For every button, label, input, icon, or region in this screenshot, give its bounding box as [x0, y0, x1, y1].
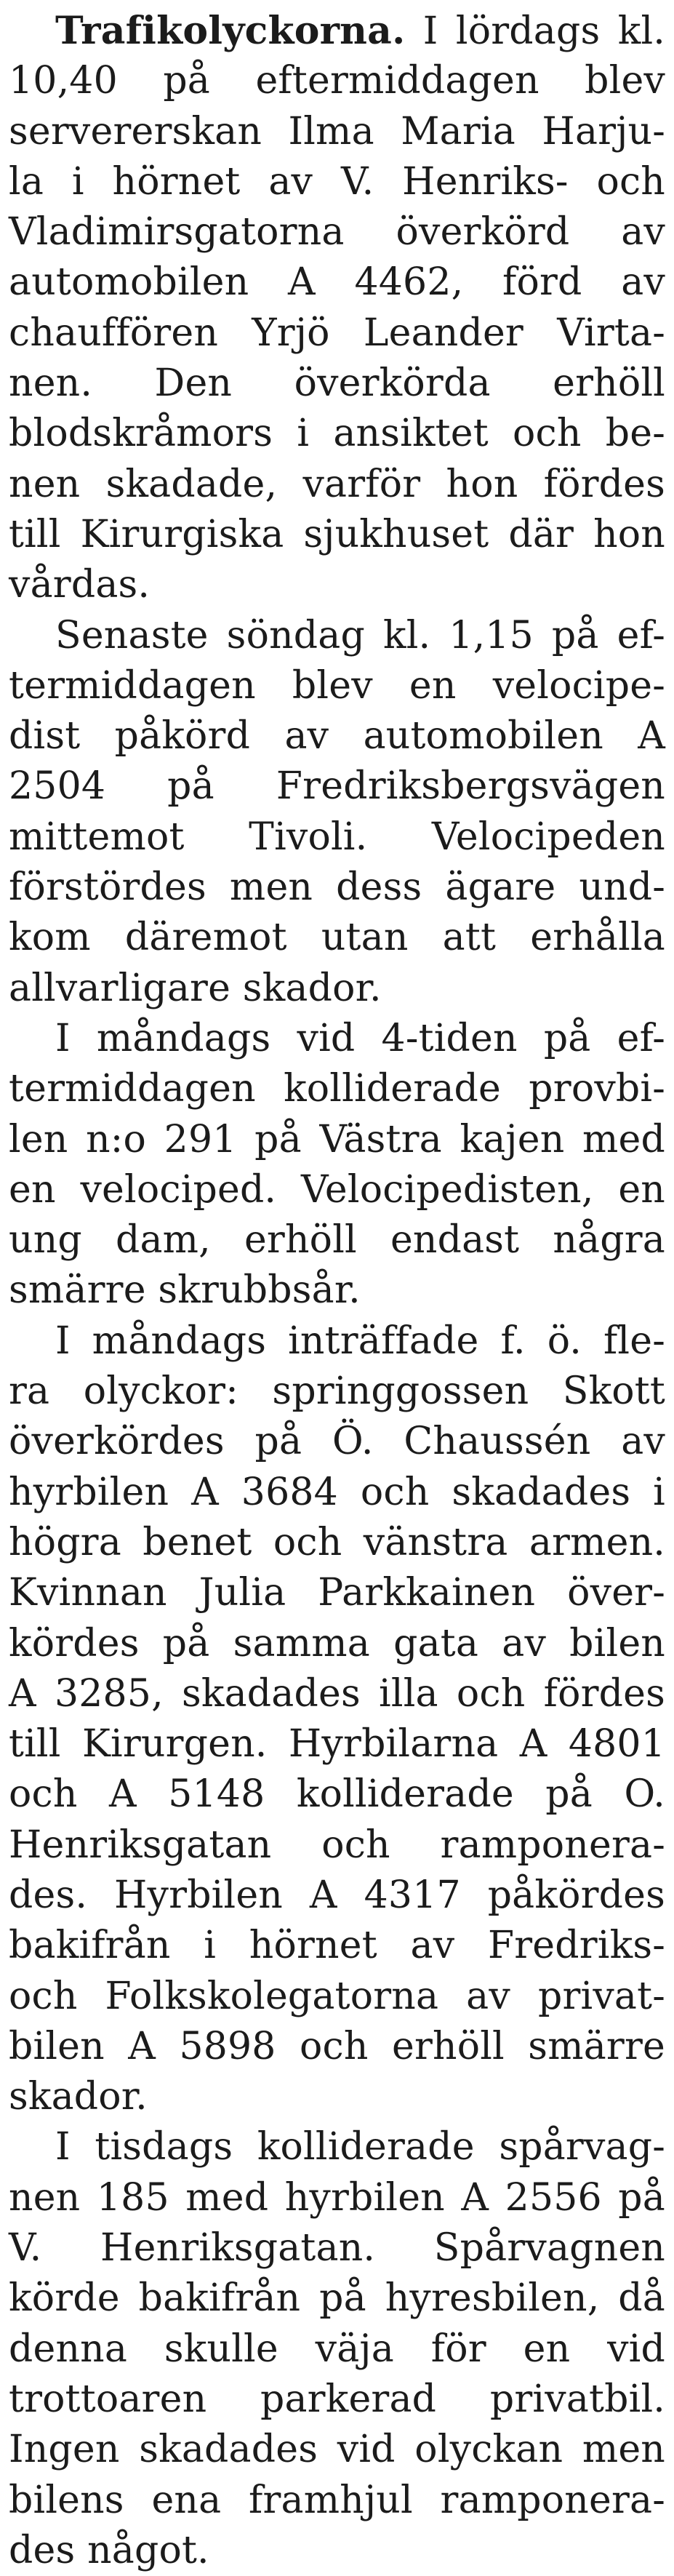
article-line: hyrbilen A 3684 och skadades i [9, 1470, 665, 1514]
article-line: automobilen A 4462, förd av [9, 260, 665, 305]
article-line: till Kirurgen. Hyrbilarna A 4801 [9, 1722, 665, 1767]
article-line: Trafikolyckorna. I lördags kl. [55, 9, 665, 53]
article-line: ung dam, erhöll endast några [9, 1218, 665, 1263]
article-line: 10,40 på eftermiddagen blev [9, 59, 665, 103]
article-headline: Trafikolyckorna. [55, 9, 406, 53]
article-line: trottoaren parkerad privatbil. [9, 2377, 665, 2421]
article-line: kördes på samma gata av bilen [9, 1621, 665, 1665]
article-line: termiddagen kolliderade provbi- [9, 1067, 665, 1111]
article-line: mittemot Tivoli. Velocipeden [9, 815, 665, 859]
article-line: Henriksgatan och ramponera- [9, 1823, 665, 1867]
article-line: nen skadade, varför hon fördes [9, 462, 665, 506]
article-line: allvarligare skador. [9, 966, 382, 1010]
article-line: körde bakifrån på hyresbilen, då [9, 2276, 665, 2321]
article-paragraph-5 [9, 2122, 665, 2576]
article-line: högra benet och vänstra armen. [9, 1520, 665, 1564]
article-line: till Kirurgiska sjukhuset där hon [9, 512, 665, 556]
article-line: bilen A 5898 och erhöll smärre [9, 2024, 665, 2068]
article-line: des något. [9, 2528, 209, 2572]
article-line: denna skulle väja för en vid [9, 2327, 665, 2371]
article-line: I tisdags kolliderade spårvag- [55, 2125, 665, 2169]
article-line: förstördes men dess ägare und- [9, 865, 665, 910]
article-line: I måndags inträffade f. ö. fle- [55, 1319, 665, 1363]
article-line: Kvinnan Julia Parkkainen över- [9, 1571, 665, 1615]
article-line: I måndags vid 4-tiden på ef- [55, 1016, 665, 1060]
article-line: dist påkörd av automobilen A [9, 714, 665, 759]
article-paragraph-1 [9, 6, 665, 611]
article-line: och Folkskolegatorna av privat- [9, 1974, 665, 2018]
article-line: bakifrån i hörnet av Fredriks- [9, 1924, 665, 1968]
article-line: A 3285, skadades illa och fördes [9, 1671, 665, 1716]
article-paragraph-4 [9, 1316, 665, 2123]
newspaper-column [9, 0, 665, 2576]
article-line: överkördes på Ö. Chaussén av [9, 1420, 665, 1464]
article-line: bilens ena framhjul ramponera- [9, 2478, 665, 2522]
article-line: ra olyckor: springgossen Skott [9, 1369, 665, 1414]
article-paragraph-3 [9, 1014, 665, 1316]
article-line: Ingen skadades vid olyckan men [9, 2428, 665, 2472]
article-line: smärre skrubbsår. [9, 1268, 361, 1313]
article-line: la i hörnet av V. Henriks- och [9, 159, 665, 204]
article-line: nen 185 med hyrbilen A 2556 på [9, 2175, 665, 2220]
article-line: termiddagen blev en velocipe- [9, 663, 665, 708]
article-paragraph-2 [9, 611, 665, 1014]
article-line: V. Henriksgatan. Spårvagnen [9, 2226, 665, 2271]
article-line: 2504 på Fredriksbergsvägen [9, 764, 665, 809]
article-line: skador. [9, 2075, 148, 2119]
article-line: Vladimirsgatorna överkörd av [9, 210, 665, 255]
article-line: blodskråmors i ansiktet och be- [9, 412, 665, 456]
article-line: nen. Den överkörda erhöll [9, 361, 665, 406]
article-line: servererskan Ilma Maria Harju- [9, 109, 665, 153]
article-line: kom däremot utan att erhålla [9, 916, 665, 960]
article-line: des. Hyrbilen A 4317 påkördes [9, 1873, 665, 1917]
article-line: en velociped. Velocipedisten, en [9, 1167, 665, 1212]
article-line: Senaste söndag kl. 1,15 på ef- [55, 613, 665, 657]
article-line: chauffören Yrjö Leander Virta- [9, 311, 665, 355]
article-line: vårdas. [9, 563, 151, 607]
article-line: och A 5148 kolliderade på O. [9, 1772, 665, 1817]
article-line: len n:o 291 på Västra kajen med [9, 1117, 665, 1161]
